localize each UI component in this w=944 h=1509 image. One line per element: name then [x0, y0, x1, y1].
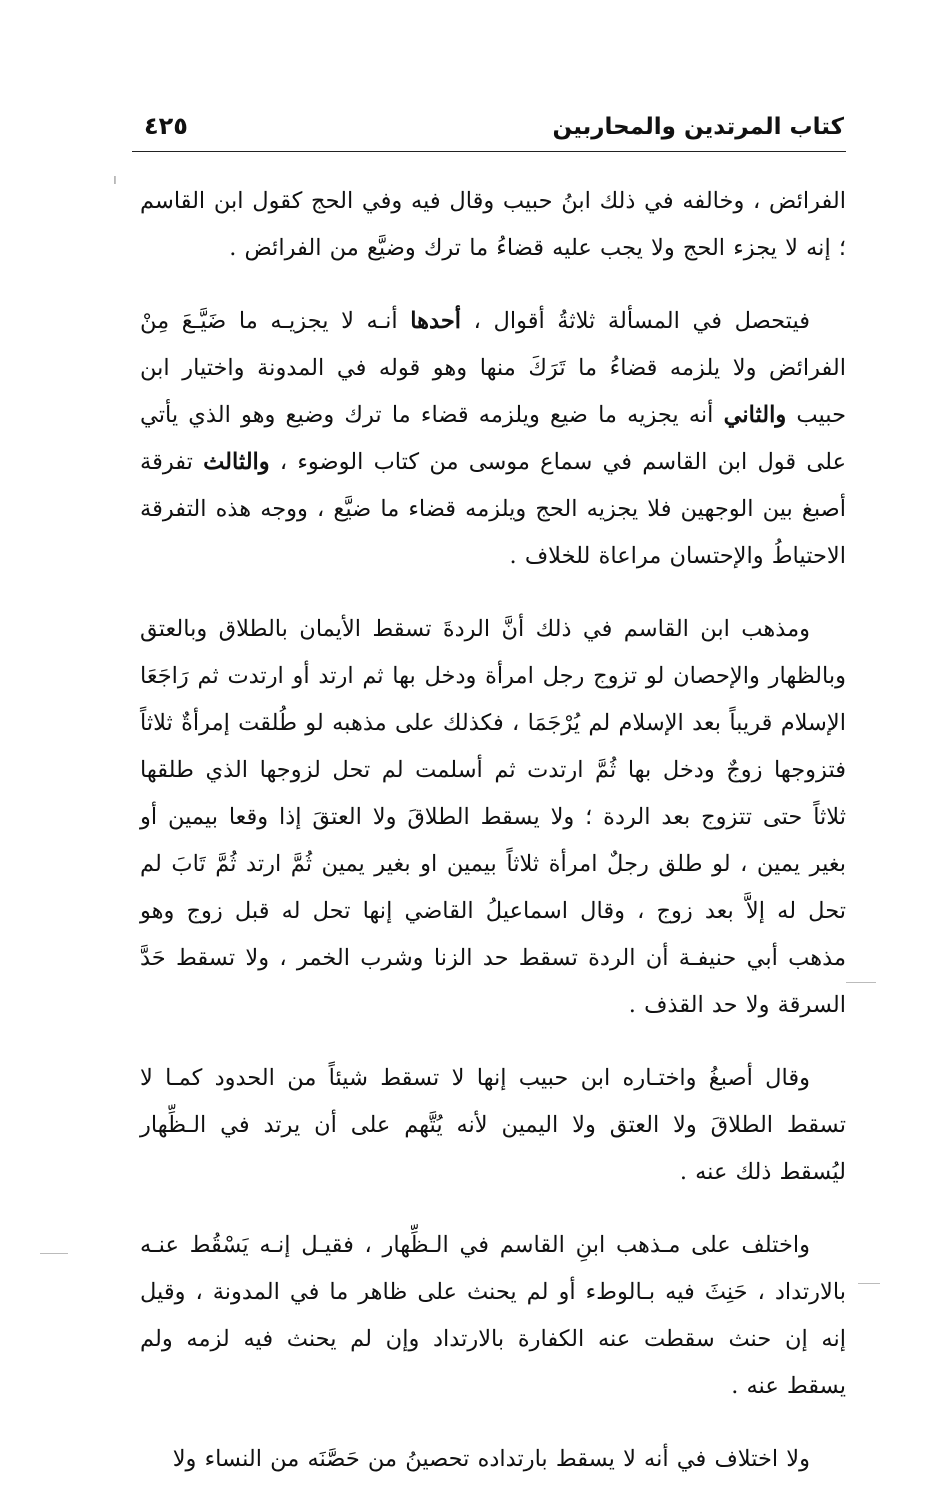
page-number: ٤٢٥: [144, 112, 188, 140]
paragraph-5: واختلف على مـذهب ابنِ القاسم في الـظِّهار ، فقيـل إنـه يَسْقُط عنـه بالارتداد ، حَنِثَ فيه بـالوطء أو لم يحنث على ظاهر ما في المدونة ، وقيل إنه إن حنث سقطت عنه الكفارة بالارتداد وإن لم يحنث فيه لزمه ولم يسقط عنه .: [140, 1232, 846, 1399]
header-rule: [132, 151, 846, 152]
paragraph-4: وقال أصبغُ واختـاره ابن حبيب إنها لا تسقط شيئاً من الحدود كمـا لا تسقط الطلاقَ ولا العتق ولا اليمين لأنه يُتَّهم على أن يرتد في الـظِّهار ليُسقط ذلك عنه .: [140, 1065, 846, 1185]
scan-margin-mark: [846, 982, 876, 983]
paragraph-2-segment: تفرقة أصبغ بين الوجهين فلا يجزيه الحج ويلزمه قضاء ما ضيَّع ، ووجه هذه التفرقة الاحتياطُ والإحتسان مراعاة للخلاف .: [140, 449, 846, 569]
paragraph-2-bold-term: والثالث: [203, 449, 270, 475]
body-text: [140, 178, 846, 1509]
running-title: كتاب المرتدين والمحاربين: [552, 114, 844, 140]
paragraph-2-segment: أنه يجزيه ما ضيع ويلزمه قضاء ما ترك وضيع وهو الذي يأتي على قول ابن القاسم في سماع موسى من كتاب الوضوء ،: [140, 402, 847, 475]
paragraph-2-bold-term: والثاني: [723, 402, 787, 428]
scan-margin-mark: [40, 1253, 68, 1254]
paragraph-2: [140, 298, 846, 580]
paragraph-6: ولا اختلاف في أنه لا يسقط بارتداده تحصينُ من حَصَّنَه من النساء ولا: [172, 1446, 810, 1472]
scan-margin-mark: [858, 1283, 880, 1284]
scan-speck: ı: [113, 172, 117, 188]
paragraph-2-segment: فيتحصل في المسألة ثلاثةُ أقوال ،: [461, 308, 810, 334]
paragraph-2-bold-term: أحدها: [410, 308, 461, 334]
paragraph-1: الفرائض ، وخالفه في ذلك ابنُ حبيب وقال فيه وفي الحج كقول ابن القاسم ؛ إنه لا يجزء الحج ولا يجب عليه قضاءُ ما ترك وضيَّع من الفرائض .: [140, 188, 846, 261]
paragraph-3: ومذهب ابن القاسم في ذلك أنَّ الردةَ تسقط الأيمان بالطلاق وبالعتق وبالظهار والإحصان لو تزوج رجل امرأة ودخل بها ثم ارتد أو ارتدت ثم رَاجَعَا الإسلام قريباً بعد الإسلام لم يُرْجَمَا ، فكذلك على مذهبه لو طُلقت إمرأةٌ ثلاثاً فتزوجها زوجٌ ودخل بها ثُمَّ ارتدت ثم أسلمت لم تحل لزوجها الذي طلقها ثلاثاً حتى تتزوج بعد الردة ؛ ولا يسقط الطلاقَ ولا العتقَ إذا وقعا بيمين أو بغير يمين ، لو طلق رجلٌ امرأة ثلاثاً بيمين او بغير يمين ثُمَّ ارتد ثُمَّ تَابَ لم تحل له إلاَّ بعد زوج ، وقال اسماعيلُ القاضي إنها تحل له قبل زوج وهو مذهب أبي حنيفـة أن الردة تسقط حد الزنا وشرب الخمر ، ولا تسقط حَدَّ السرقة ولا حد القذف .: [140, 616, 846, 1018]
paragraph-2-segment: أنـه لا يجزيـه ما ضَيَّـعَ مِنْ الفرائض ولا يلزمه قضاءُ ما تَرَكَ منها وهو قوله في المدونة واختيار ابن حبيب: [140, 308, 847, 428]
page-header: [140, 108, 844, 148]
